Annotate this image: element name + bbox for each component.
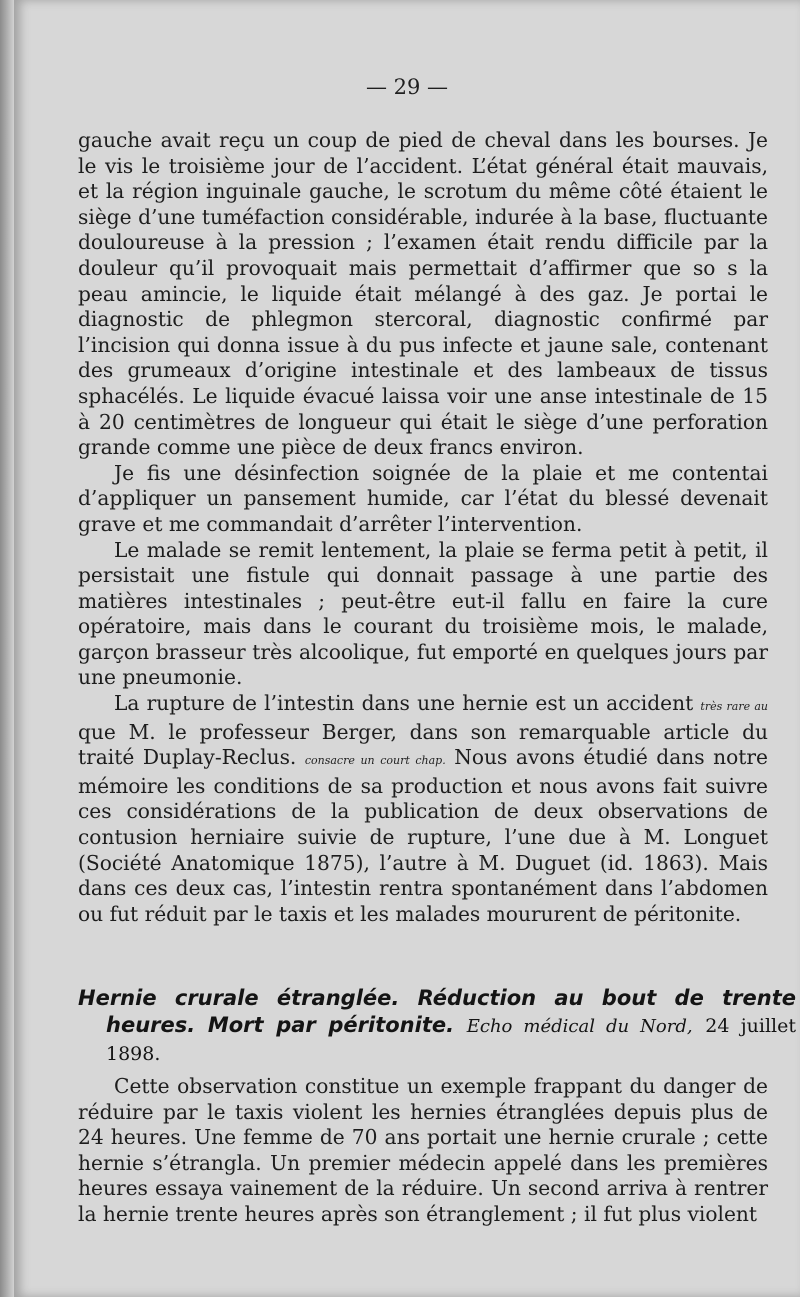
body-text-top — [78, 128, 768, 927]
heading-title: Hernie crurale étranglée. Réduction au bout de trente heures. Mort par péritonite. — [78, 986, 796, 1037]
handwritten-annotation: consacre un court chap. — [304, 754, 446, 768]
paragraph-rupture — [78, 691, 768, 927]
paragraph-text: que M. le professeur Berger, dans son remarquable article du traité Duplay-Reclus. — [78, 719, 768, 770]
page-number: — 29 — — [365, 75, 449, 99]
handwritten-annotation: très rare au — [700, 700, 768, 714]
paragraph: Je fis une désinfection soignée de la plaie et me contentai d’appliquer un pansement humide, car l’état du blessé devenait grave et me commandait d’arrêter l’intervention. — [78, 460, 768, 536]
heading-source: Echo médical du Nord, — [466, 1016, 693, 1037]
paragraph-continued: gauche avait reçu un coup de pied de cheval dans les bourses. Je le vis le troisième jour de l’accident. L’état général était mauvais, et la région inguinale gauche, le scrotum du même côté étaient le siège d’une tuméfaction considérable, indurée à la base, fluctuante douloureuse à la pression ; l’examen était rendu difficile par la douleur qu’il provoquait mais permettait d’affirmer que so s la peau amincie, le liquide était mélangé à des gaz. Je portai le diagnostic de phlegmon stercoral, diagnostic confirmé par l’incision qui donna issue à du pus infecte et jaune sale, contenant des grumeaux d’origine intestinale et des lambeaux de tissus sphacélés. Le liquide évacué laissa voir une anse intestinale de 15 à 20 centimètres de longueur qui était le siège d’une perforation grande comme une pièce de deux francs environ. — [78, 128, 768, 460]
heading-date: 24 juillet 1898. — [106, 1015, 797, 1065]
paragraph-text: Nous avons étudié dans notre mémoire les conditions de sa production et nous avons fait suivre ces considérations de la publication de deux observations de contusion herniaire suivie de rupture, l’une due à M. Longuet (Société Anatomique 1875), l’autre à M. Duguet (id. 1863). Mais dans ces deux cas, l’intestin rentra spontanément dans l’abdomen ou fut réduit par le taxis et les malades moururent de péritonite. — [78, 745, 768, 926]
paragraph: Le malade se remit lentement, la plaie se ferma petit à petit, il persistait une fistule qui donnait passage à une partie des matières intestinales ; peut-être eut-il fallu en faire la cure opératoire, mais dans le courant du troisième mois, le malade, garçon brasseur très alcoolique, fut emporté en quelques jours par une pneumonie. — [78, 537, 768, 690]
body-text-bottom — [78, 1074, 768, 1228]
paragraph: Cette observation constitue un exemple frappant du danger de réduire par le taxis violent les hernies étranglées depuis plus de 24 heures. Une femme de 70 ans portait une hernie crurale ; cette hernie s’étrangla. Un premier médecin appelé dans les premières heures essaya vainement de la réduire. Un second arriva à rentrer la hernie trente heures après son étranglement ; il fut plus violent — [78, 1074, 768, 1226]
paragraph-text: La rupture de l’intestin dans une hernie est un accident — [114, 691, 694, 716]
book-page — [14, 0, 800, 1297]
section-heading — [78, 985, 796, 1068]
